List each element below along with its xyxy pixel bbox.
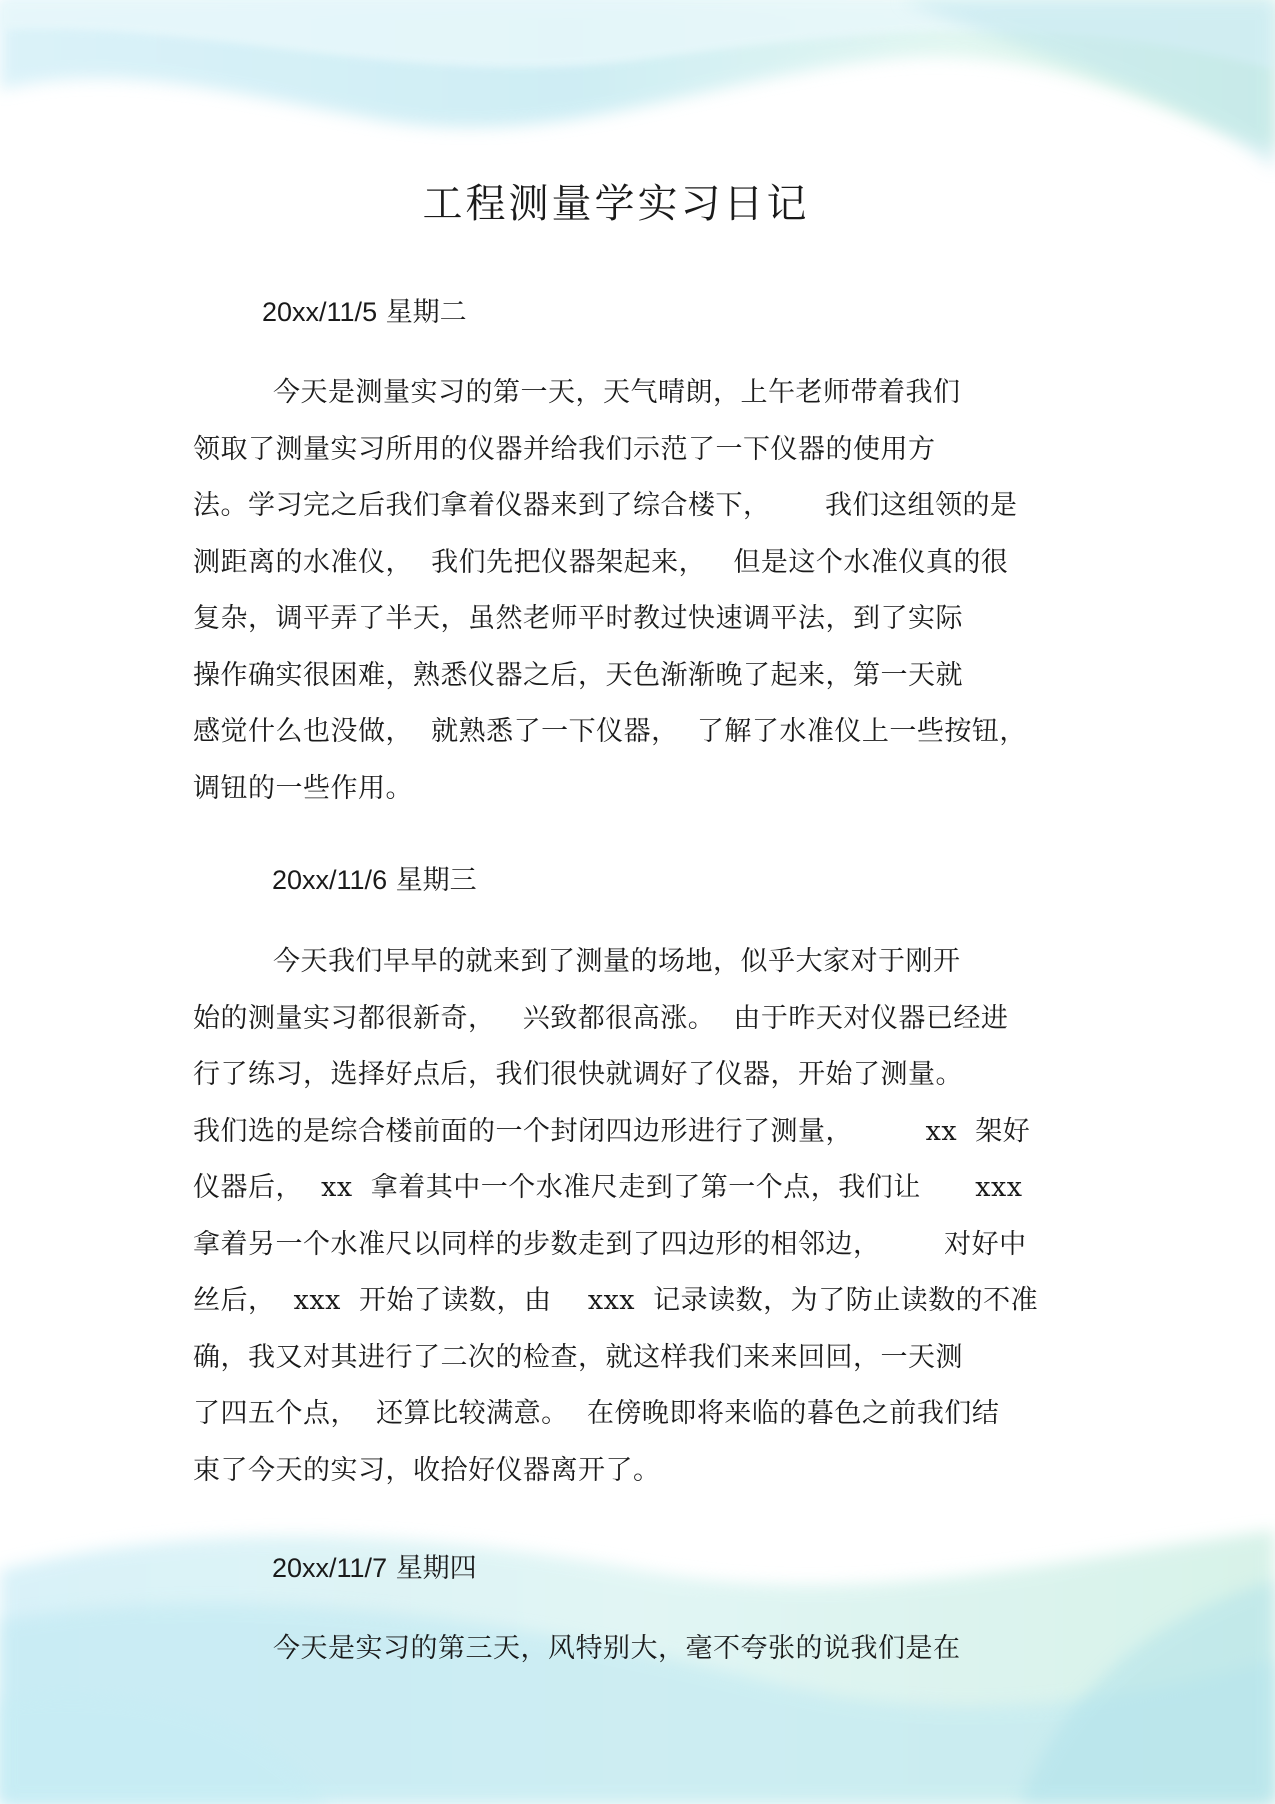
- paragraph-line: 今天我们早早的就来到了测量的场地，似乎大家对于刚开: [273, 946, 961, 977]
- entry-date: [272, 858, 477, 897]
- paragraph-line: 操作确实很困难，熟悉仪器之后，天色渐渐晚了起来，第一天就: [193, 659, 963, 691]
- paragraph-line: 法。学习完之后我们拿着仪器来到了综合楼下， 我们这组领的是: [193, 490, 1018, 521]
- entry-date-value: 20xx/11/5: [262, 297, 378, 327]
- entry-weekday: 星期二: [385, 297, 467, 328]
- paragraph-line: 了四五个点， 还算比较满意。 在傍晚即将来临的暮色之前我们结: [193, 1398, 1000, 1429]
- paragraph-line: 束了今天的实习，收拾好仪器离开了。: [193, 1454, 661, 1486]
- paragraph-line: 感觉什么也没做， 就熟悉了一下仪器， 了解了水准仪上一些按钮，: [193, 716, 1027, 747]
- entry-date: [272, 1546, 477, 1585]
- paragraph-line: 复杂，调平弄了半天，虽然老师平时教过快速调平法，到了实际: [193, 603, 963, 634]
- entry-date-value: 20xx/11/7: [272, 1553, 388, 1583]
- entry-paragraph: [193, 365, 1093, 817]
- paragraph-line: 行了练习，选择好点后，我们很快就调好了仪器，开始了测量。: [193, 1059, 963, 1090]
- paragraph-line: 调钮的一些作用。: [193, 772, 413, 804]
- paragraph-line: 丝后， xxx 开始了读数，由 xxx 记录读数，为了防止读数的不准: [193, 1285, 1039, 1316]
- entry-paragraph: [193, 934, 1093, 1499]
- entry-paragraph: [193, 1621, 1093, 1678]
- paragraph-line: 今天是实习的第三天，风特别大，毫不夸张的说我们是在: [273, 1633, 961, 1664]
- entry-weekday: 星期三: [395, 865, 477, 896]
- paragraph-line: 仪器后， xx 拿着其中一个水准尺走到了第一个点，我们让 xxx: [193, 1172, 1023, 1203]
- paragraph-line: 确，我又对其进行了二次的检查，就这样我们来来回回，一天测: [193, 1341, 963, 1373]
- entry-date-value: 20xx/11/6: [272, 865, 388, 895]
- document-title: 工程测量学实习日记: [422, 181, 810, 227]
- entry-weekday: 星期四: [395, 1553, 477, 1584]
- paragraph-line: 测距离的水准仪， 我们先把仪器架起来， 但是这个水准仪真的很: [193, 546, 1009, 578]
- paragraph-line: 始的测量实习都很新奇， 兴致都很高涨。 由于昨天对仪器已经进: [193, 1002, 1009, 1034]
- paragraph-line: 我们选的是综合楼前面的一个封闭四边形进行了测量， xx 架好: [193, 1115, 1031, 1147]
- paragraph-line: 拿着另一个水准尺以同样的步数走到了四边形的相邻边， 对好中: [193, 1228, 1027, 1260]
- paragraph-line: 领取了测量实习所用的仪器并给我们示范了一下仪器的使用方: [193, 433, 936, 465]
- paragraph-line: 今天是测量实习的第一天，天气晴朗，上午老师带着我们: [273, 377, 961, 408]
- entry-date: [262, 290, 467, 329]
